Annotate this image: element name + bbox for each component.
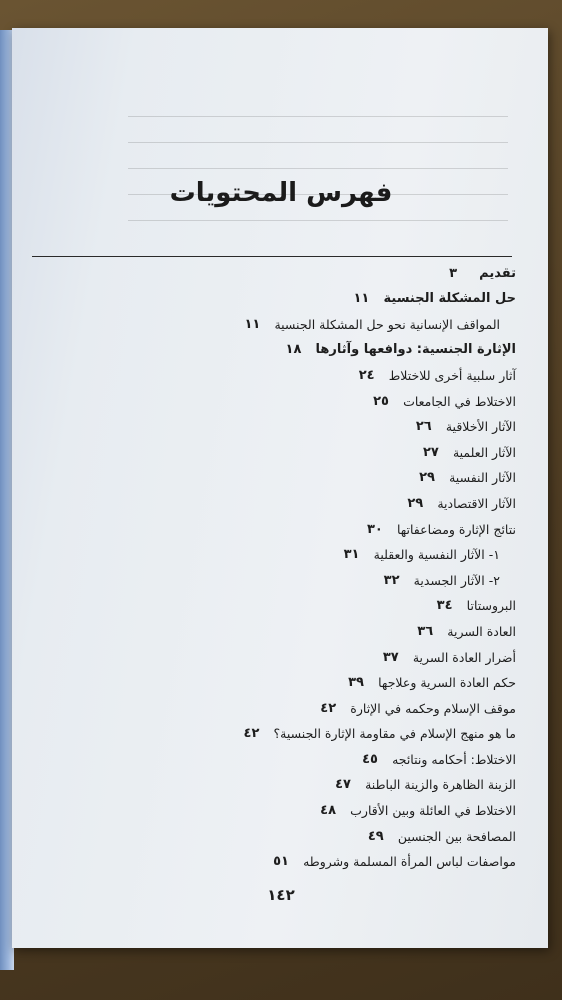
toc-entry-title: المواقف الإنسانية نحو حل المشكلة الجنسية [274, 316, 500, 332]
toc-entry-title: الاختلاط: أحكامه ونتائجه [392, 751, 516, 767]
toc-entry-page: ٣١ [343, 547, 360, 563]
toc-entry [30, 309, 516, 335]
toc-entry-page: ٣ [449, 265, 458, 281]
toc-entry [30, 591, 516, 617]
toc-entry [30, 540, 516, 566]
toc-entry-title: ١- الآثار النفسية والعقلية [373, 547, 500, 563]
toc-entry-page: ٢٧ [422, 444, 439, 460]
toc-entry-page: ٢٦ [415, 419, 432, 435]
toc-entry [30, 514, 516, 540]
toc-entry-title: نتائج الإثارة ومضاعفاتها [396, 521, 516, 537]
toc-entry-page: ٣٩ [348, 675, 364, 691]
table-of-contents [30, 258, 516, 872]
toc-entry-page: ٣٧ [382, 649, 399, 665]
toc-entry-page: ١٨ [285, 342, 302, 358]
toc-entry-title: الآثار النفسية [449, 470, 516, 486]
toc-entry-page: ٤٢ [320, 700, 337, 716]
title-divider [32, 256, 512, 257]
toc-entry-page: ٤٩ [367, 828, 384, 844]
toc-entry-title: الآثار العلمية [452, 444, 516, 460]
toc-entry [30, 437, 516, 463]
toc-entry-page: ٤٧ [335, 777, 351, 793]
show-through-text [128, 98, 508, 238]
toc-entry [30, 847, 516, 873]
toc-entry-title: الاختلاط في العائلة وبين الأقارب [350, 803, 516, 819]
toc-entry [30, 284, 516, 310]
toc-entry-page: ٤٢ [243, 726, 260, 742]
toc-entry-title: موقف الإسلام وحكمه في الإثارة [350, 700, 516, 716]
toc-entry-page: ٢٥ [373, 393, 389, 409]
toc-entry [30, 488, 516, 514]
toc-entry [30, 335, 516, 361]
toc-entry-title: ٢- الآثار الجسدية [413, 572, 500, 588]
toc-entry-page: ٣٦ [417, 623, 434, 639]
toc-entry-title: البروستاتا [466, 598, 516, 614]
toc-entry [30, 770, 516, 796]
toc-entry-title: الزينة الظاهرة والزينة الباطنة [365, 777, 516, 793]
toc-entry [30, 693, 516, 719]
toc-entry-page: ٢٤ [358, 367, 375, 383]
toc-entry-title: العادة السرية [447, 623, 516, 639]
toc-entry [30, 642, 516, 668]
toc-entry [30, 795, 516, 821]
toc-entry-page: ٥١ [273, 854, 289, 870]
toc-entry-page: ٣٠ [366, 521, 383, 537]
page-title: فهرس المحتويات [169, 178, 393, 208]
toc-entry-title: الاختلاط في الجامعات [403, 393, 516, 409]
toc-entry [30, 386, 516, 412]
toc-entry-title: الإثارة الجنسية: دوافعها وآثارها [315, 342, 516, 358]
toc-entry [30, 463, 516, 489]
toc-entry-page: ٣٤ [436, 598, 453, 614]
toc-entry-page: ٤٥ [362, 751, 378, 767]
toc-entry [30, 616, 516, 642]
toc-entry-title: آثار سلبية أخرى للاختلاط [388, 367, 516, 383]
toc-entry [30, 744, 516, 770]
toc-entry [30, 565, 516, 591]
toc-entry [30, 360, 516, 386]
toc-entry-title: تقديم [479, 265, 516, 281]
toc-entry-page: ٤٨ [320, 803, 337, 819]
toc-entry-title: الآثار الأخلاقية [445, 419, 516, 435]
toc-entry-page: ٢٩ [407, 495, 424, 511]
toc-entry-title: ما هو منهج الإسلام في مقاومة الإثارة الجنسية؟ [273, 726, 516, 742]
toc-entry [30, 258, 516, 284]
toc-entry-page: ١١ [353, 291, 370, 307]
toc-entry-title: المصافحة بين الجنسين [397, 828, 516, 844]
toc-entry [30, 821, 516, 847]
toc-entry-title: حل المشكلة الجنسية [383, 291, 516, 307]
toc-entry-title: مواصفات لباس المرأة المسلمة وشروطه [303, 854, 516, 870]
toc-entry-title: أضرار العادة السرية [412, 649, 516, 665]
toc-entry [30, 719, 516, 745]
toc-entry [30, 412, 516, 438]
toc-entry-page: ٢٩ [419, 470, 435, 486]
toc-entry-title: الآثار الاقتصادية [437, 495, 516, 511]
toc-entry-title: حكم العادة السرية وعلاجها [378, 675, 516, 691]
toc-entry-page: ١١ [244, 316, 261, 332]
page-number: ١٤٢ [267, 886, 295, 904]
toc-entry-page: ٣٢ [383, 572, 400, 588]
toc-entry [30, 668, 516, 694]
